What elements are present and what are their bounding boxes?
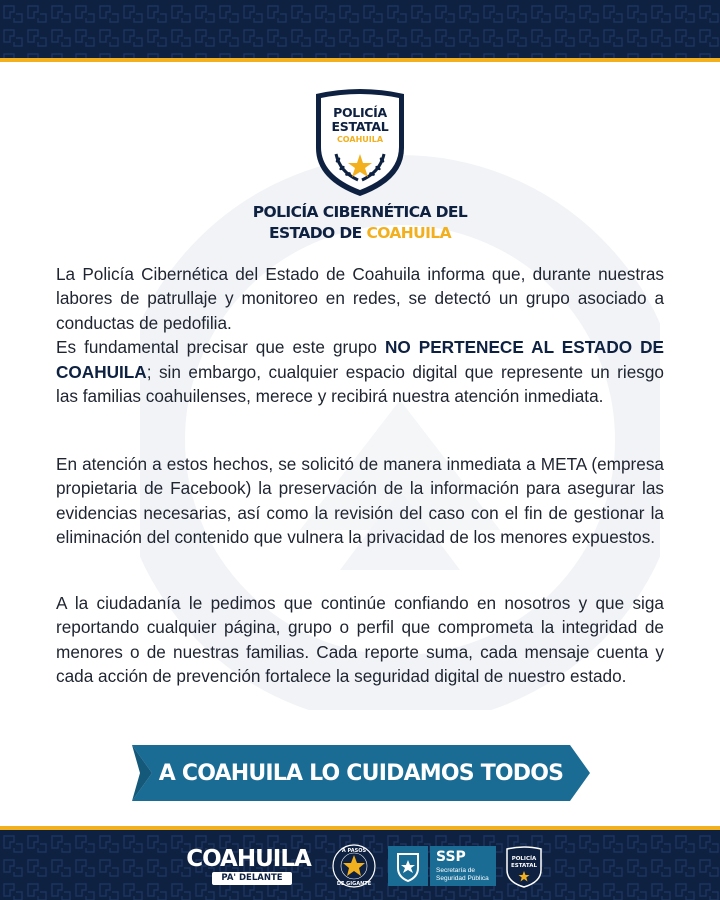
coahuila-logo xyxy=(176,846,321,886)
ssp-logo xyxy=(388,846,496,886)
paragraph-1 xyxy=(56,262,664,408)
statement-pre: Es fundamental precisar que este grupo xyxy=(56,337,385,358)
coahuila-tagline: PA' DELANTE xyxy=(212,872,292,885)
svg-text:DE GIGANTE: DE GIGANTE xyxy=(336,881,372,887)
paragraph-2 xyxy=(56,452,664,550)
statement-bold: NO PERTENECE AL ESTADO DE COAHUILA xyxy=(56,337,664,382)
top-band xyxy=(0,0,720,58)
coahuila-logo-text: COAHUILA xyxy=(186,846,311,872)
paragraph-1-statement xyxy=(56,335,664,408)
title-prefix: ESTADO DE xyxy=(269,224,367,242)
top-gold-stripe xyxy=(0,58,720,62)
policia-estatal-small-shield-icon xyxy=(505,846,543,888)
paragraph-3-text: A la ciudadanía le pedimos que continúe confiando en nosotros y que siga reportando cualquier página, grupo o perfil que comprometa la integridad de menores o de nuestras familias. Cada reporte suma, cada mensaje cuenta y cada acción de prevención fortalece la seguridad digital de nuestro estado. xyxy=(56,593,664,687)
logo-line-2: ESTATAL xyxy=(331,119,389,134)
paragraph-1-intro: La Policía Cibernética del Estado de Coahuila informa que, durante nuestras labores de patrullaje y monitoreo en redes, se detectó un grupo asociado a conductas de pedofilia. xyxy=(56,264,664,333)
paragraph-2-text: En atención a estos hechos, se solicitó de manera inmediata a META (empresa propietaria de Facebook) la preservación de la información para asegurar las evidencias necesarias, así como la revisión del caso con el fin de gestionar la eliminación del contenido que vulnera la privacidad de los menores expuestos. xyxy=(56,454,664,548)
svg-text:ESTATAL: ESTATAL xyxy=(511,863,537,869)
ssp-subtitle: Secretaría de Seguridad Pública xyxy=(436,867,489,882)
logo-line-1: POLICÍA xyxy=(333,105,387,120)
page-title-line-2 xyxy=(200,223,520,243)
ssp-shield-icon xyxy=(388,846,428,886)
logo-line-3: COAHUILA xyxy=(336,135,384,144)
page-title-line-1: POLICÍA CIBERNÉTICA DEL xyxy=(252,203,468,221)
a-pasos-de-gigante-seal-icon xyxy=(332,844,376,888)
statement-post: ; sin embargo, cualquier espacio digital que represente un riesgo las familias coahuilenses, merece y recibirá nuestra atención inmediata. xyxy=(56,361,664,407)
title-accent: COAHUILA xyxy=(366,224,451,242)
pattern-decoration xyxy=(0,0,720,58)
svg-text:POLICÍA: POLICÍA xyxy=(511,856,537,862)
svg-text:A PASOS: A PASOS xyxy=(341,848,367,854)
slogan-text: A COAHUILA LO CUIDAMOS TODOS xyxy=(158,760,564,786)
ssp-title: SSP xyxy=(436,849,466,865)
paragraph-3 xyxy=(56,591,664,689)
